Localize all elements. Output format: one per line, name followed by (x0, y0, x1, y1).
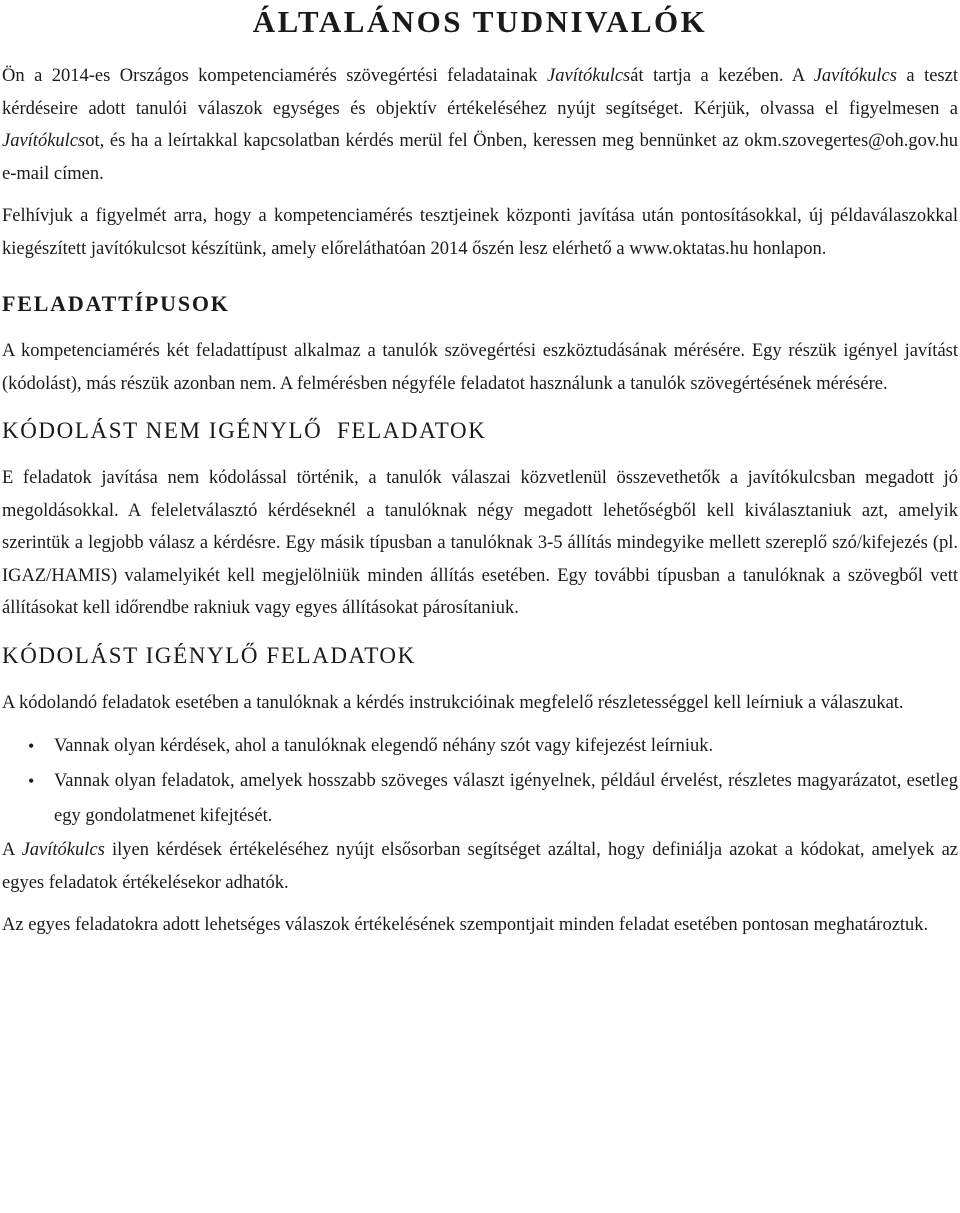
intro-italic: Javítókulcs (2, 131, 86, 151)
intro-paragraph-1 (2, 60, 958, 190)
bullet-list (2, 729, 958, 834)
intro-italic: Javítókulcs (813, 66, 897, 86)
list-item (2, 764, 958, 834)
intro-italic: Javítókulcs (547, 66, 631, 86)
intro-text: ot, és ha a leírtakkal kapcsolatban kérdés merül fel Önben, keressen meg bennünket az okm.szovegertes@oh.gov.hu e-mail címen. (2, 131, 958, 184)
page-title: ÁLTALÁNOS TUDNIVALÓK (252, 4, 708, 39)
section-heading-feladattipusok: FELADATTÍPUSOK (2, 291, 230, 316)
bullet-icon: • (28, 736, 35, 756)
bullet-icon: • (28, 771, 35, 791)
intro-paragraph-2: Felhívjuk a figyelmét arra, hogy a kompetenciamérés tesztjeinek központi javítása után pontosításokkal, új példaválaszokkal kiegészített javítókulcsot készítünk, amely előreláthatóan 2014 őszén lesz elérhető a www.oktatas.hu honlapon. (2, 206, 958, 259)
intro-text: a teszt kérdéseire adott tanulói válaszok egységes és objektív értékeléséhez nyújt segítséget. Kérjük, olvassa el figyelmesen a (2, 66, 958, 119)
section-paragraph-javitokulcs (2, 834, 958, 899)
paragraph-text: ilyen kérdések értékeléséhez nyújt elsősorban segítséget azáltal, hogy definiálja azokat a kódokat, amelyek az egyes feladatok értékelésekor adhatók. (2, 840, 959, 893)
list-item-text: Vannak olyan kérdések, ahol a tanulóknak elegendő néhány szót vagy kifejezést leírniuk. (54, 736, 714, 756)
section-paragraph-kodolast-nem-igenylo: E feladatok javítása nem kódolással történik, a tanulók válaszai közvetlenül összevethetők a javítókulcsban megadott jó megoldásokkal. A feleletválasztó kérdéseknél a tanulóknak négy megadott lehetőségből kell kiválasztaniuk azt, amelyik szerintük a legjobb válasz a kérdésre. Egy másik típusban a tanulóknak 3-5 állítás mindegyike mellett szereplő szó/kifejezés (pl. IGAZ/HAMIS) valamelyikét kell megjelölniük minden állítás esetében. Egy további típusban a tanulóknak a szövegből vett állításokat kell időrendbe rakniuk vagy egyes állításokat párosítaniuk. (2, 468, 958, 618)
list-item (2, 729, 958, 764)
list-item-text: Vannak olyan feladatok, amelyek hosszabb szöveges választ igényelnek, például érvelést, részletes magyarázatot, esetleg egy gondolatmenet kifejtését. (54, 771, 958, 826)
paragraph-italic: Javítókulcs (21, 840, 105, 860)
section-paragraph-kodolast-igenylo: A kódolandó feladatok esetében a tanulóknak a kérdés instrukcióinak megfelelő részletességgel kell leírniuk a válaszukat. (2, 692, 904, 713)
section-heading-kodolast-igenylo: KÓDOLÁST IGÉNYLŐ FELADATOK (2, 642, 416, 668)
intro-text: Ön a 2014-es Országos kompetenciamérés szövegértési feladatainak (2, 66, 548, 86)
section-paragraph-szempontok: Az egyes feladatokra adott lehetséges válaszok értékelésének szempontjait minden feladat esetében pontosan meghatároztuk. (2, 915, 929, 935)
paragraph-text: A (2, 840, 22, 860)
section-heading-kodolast-nem-igenylo: KÓDOLÁST NEM IGÉNYLŐ FELADATOK (2, 418, 487, 443)
section-paragraph-feladattipusok: A kompetenciamérés két feladattípust alkalmaz a tanulók szövegértési eszköztudásának mérésére. Egy részük igényel javítást (kódolást), más részük azonban nem. A felmérésben négyféle feladatot használunk a tanulók szövegértésének mérésére. (2, 341, 958, 394)
intro-text: át tartja a kezében. A (630, 66, 814, 86)
